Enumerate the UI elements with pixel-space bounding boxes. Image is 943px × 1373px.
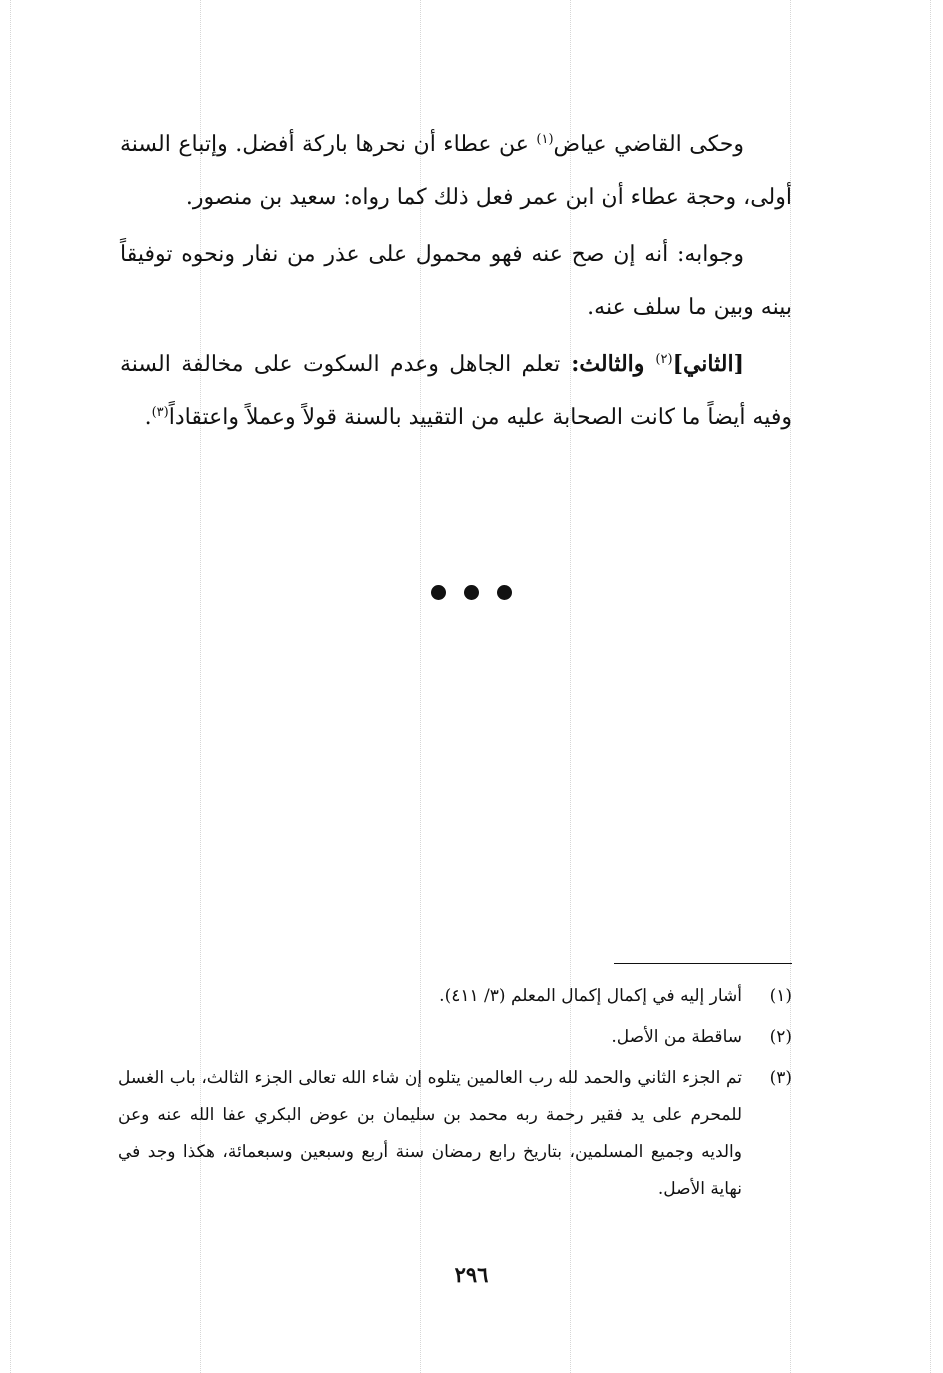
footnote-ref-3: (٣) <box>151 405 169 420</box>
paragraph-3 <box>120 338 792 444</box>
footnote-text: أشار إليه في إكمال إكمال المعلم (٣/ ٤١١). <box>439 986 742 1006</box>
footnote-number: (٢) <box>769 1027 792 1047</box>
section-separator <box>0 585 943 604</box>
footnote-text: تم الجزء الثاني والحمد لله رب العالمين يتلوه إن شاء الله تعالى الجزء الثالث، باب الغسل للمحرم على يد فقير رحمة ربه محمد بن سليمان بن عوض البكري عفا الله عنه وعن والديه وجميع المسلمين، بتاريخ رابع رمضان سنة أربع وسبعين وسبعمائة، هكذا وجد في نهاية الأصل. <box>118 1068 742 1199</box>
footnote-rule <box>614 963 792 964</box>
footnotes <box>118 978 792 1212</box>
footnote-ref-1: (١) <box>536 132 554 147</box>
dotted-guide-line <box>10 0 11 1373</box>
paragraph-1-lead: وحكى القاضي عياض <box>553 132 744 157</box>
paragraph-2: وجوابه: أنه إن صح عنه فهو محمول على عذر من نفار ونحوه توفيقاً بينه وبين ما سلف عنه. <box>120 242 792 320</box>
paragraph-1-rest: عن عطاء أن نحرها باركة أفضل. وإتباع السنة أولى، وحجة عطاء أن ابن عمر فعل ذلك كما رواه: سعيد بن منصور. <box>120 132 792 210</box>
footnote-number: (٣) <box>769 1068 792 1088</box>
paragraph-3-end: . <box>144 405 152 430</box>
main-text <box>120 118 792 448</box>
bracket-label: [الثاني] <box>672 351 744 377</box>
separator-dot <box>431 585 446 600</box>
footnote-text: ساقطة من الأصل. <box>611 1027 742 1047</box>
separator-dot <box>464 585 479 600</box>
dotted-guide-line <box>930 0 931 1373</box>
footnote-3 <box>118 1060 792 1208</box>
section-label: والثالث: <box>560 351 656 377</box>
footnote-ref-2: (٢) <box>655 352 673 367</box>
footnote-number: (١) <box>769 986 792 1006</box>
paragraph-3-text: تعلم الجاهل وعدم السكوت على مخالفة السنة وفيه أيضاً ما كانت الصحابة عليه من التقييد بالسنة قولاً وعملاً واعتقاداً <box>120 352 792 430</box>
footnote-1 <box>118 978 792 1015</box>
footnote-2 <box>118 1019 792 1056</box>
paragraph-1 <box>120 118 792 224</box>
separator-dot <box>497 585 512 600</box>
page-number: ٢٩٦ <box>454 1262 489 1287</box>
